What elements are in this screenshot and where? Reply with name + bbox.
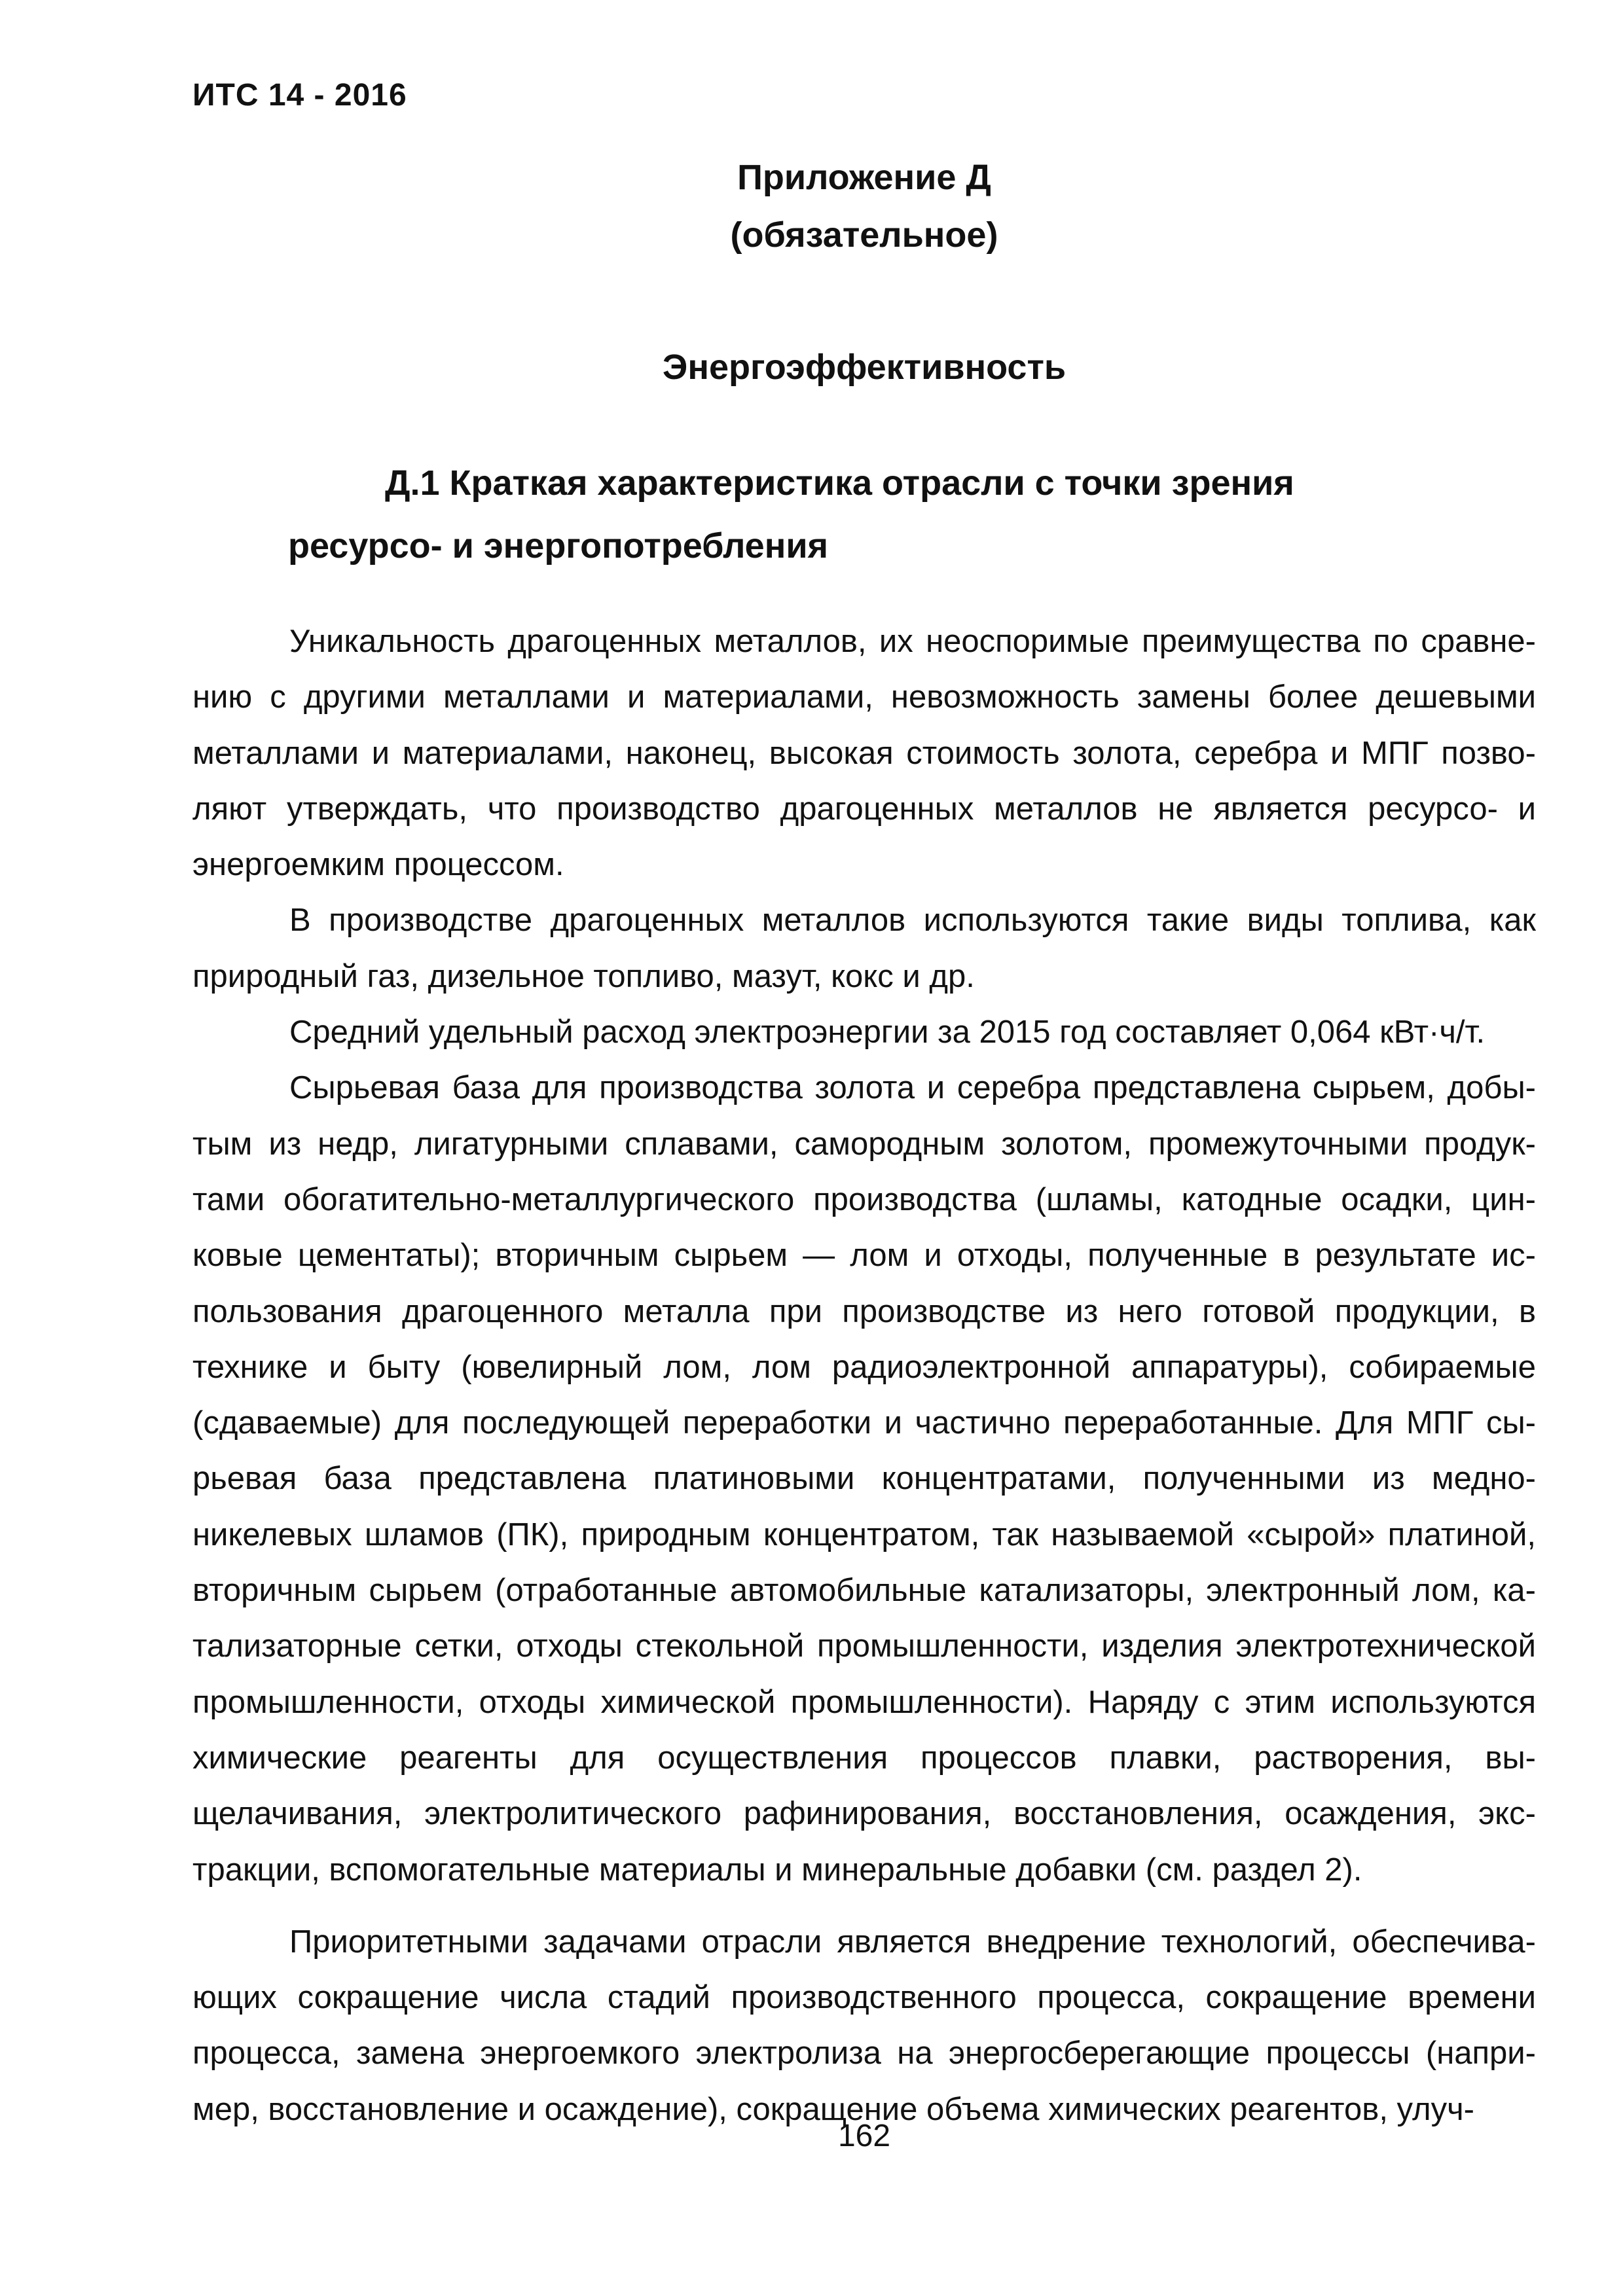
- body-text: [192, 614, 1536, 2138]
- appendix-title: Приложение Д: [737, 158, 991, 197]
- paragraph-priorities: Приоритетными задачами отрасли является внедрение технологий, обеспечивающих сокращение числа стадий производственного процесса, сокращение времени процесса, замена энергоемкого электролиза на энергосберегающие процессы (например, восстановление и осаждение), сокращение объема химических реагентов, улуч-: [192, 1924, 1536, 2127]
- paragraph-fuel-types: В производстве драгоценных металлов используются такие виды топлива, как природный газ, дизельное топливо, мазут, кокс и др.: [192, 903, 1536, 994]
- section-heading-line2: ресурсо- и энергопотребления: [288, 526, 829, 565]
- appendix-subject: Энергоэффективность: [662, 348, 1067, 387]
- document-code: ИТС 14 - 2016: [192, 78, 407, 113]
- appendix-status: (обязательное): [730, 215, 998, 255]
- section-heading-line1: Д.1 Краткая характеристика отрасли с точки зрения: [385, 463, 1294, 503]
- paragraph-raw-materials: Сырьевая база для производства золота и серебра представлена сырьем, добытым из недр, лигатурными сплавами, самородным золотом, промежуточными продуктами обогатительно-металлургического производства (шламы, катодные осадки, цинковые цементаты); вторичным сырьем — лом и отходы, полученные в результате использования драгоценного металла при производстве из него готовой продукции, в технике и быту (ювелирный лом, лом радиоэлектронной аппаратуры), собираемые (сдаваемые) для последующей переработки и частично переработанные. Для МПГ сырьевая база представлена платиновыми концентратами, полученными из медноникелевых шламов (ПК), природным концентратом, так называемой «сырой» платиной, вторичным сырьем (отработанные автомобильные катализаторы, электронный лом, катализаторные сетки, отходы стекольной промышленности, изделия электротехнической промышленности, отходы химической промышленности). Наряду с этим используются химические реагенты для осуществления процессов плавки, растворения, выщелачивания, электролитического рафинирования, восстановления, осаждения, экстракции, вспомогательные материалы и минеральные добавки (см. раздел 2).: [192, 1070, 1536, 1888]
- section-heading: [288, 452, 1532, 577]
- paragraph-uniqueness: Уникальность драгоценных металлов, их неоспоримые преимущества по сравнению с другими металлами и материалами, невозможность замены более дешевыми металлами и материалами, наконец, высокая стоимость золота, серебра и МПГ позволяют утверждать, что производство драгоценных металлов не является ресурсо- и энергоемким процессом.: [192, 624, 1536, 883]
- paragraph-electricity-consumption: Средний удельный расход электроэнергии за 2015 год составляет 0,064 кВт·ч/т.: [289, 1014, 1486, 1050]
- page-number: 162: [837, 2119, 891, 2153]
